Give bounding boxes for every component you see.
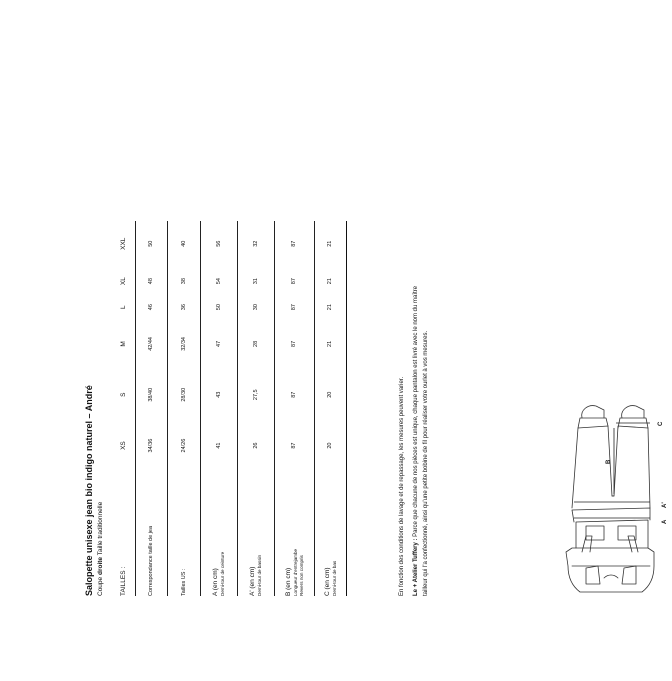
size-row-label [200, 471, 237, 596]
measure-label-a-prime: A' [662, 502, 668, 508]
size-row [314, 221, 346, 596]
measure-label-b: B [606, 459, 612, 464]
size-cell: 87 [291, 340, 297, 347]
size-cell: 21 [327, 340, 333, 347]
size-row-label [135, 471, 167, 596]
size-row-label [237, 471, 274, 596]
size-cell: 87 [291, 391, 297, 398]
size-row-sublabel: Demi-tour de bassin [257, 554, 262, 596]
atelier-info-line2: tailleur qui l'a confectionné, ainsi qu'une petite bobine de fil pour réaliser votre ourlet à vos mesures. [422, 330, 429, 596]
size-cell: 87 [291, 442, 297, 449]
fit-suffix: Taille traditionnelle [97, 501, 104, 556]
size-cell: 43 [215, 391, 222, 398]
size-cell: 87 [291, 304, 297, 311]
size-cell: 40 [180, 240, 187, 247]
size-cell: 50 [148, 240, 154, 247]
size-cell: 46 [148, 304, 154, 311]
overalls-illustration [552, 401, 672, 596]
size-header-xl: XL [120, 277, 128, 286]
size-header-xs: XS [120, 441, 128, 450]
size-cell: 50 [215, 304, 222, 311]
fit-subtitle [97, 36, 104, 596]
size-cell: 41 [215, 442, 222, 449]
size-cell: 54 [215, 278, 222, 285]
atelier-info-line1: Parce que chacune de nos pièces est unique, chaque pantalon est livré avec le nom du maître [413, 285, 419, 539]
size-cell: 21 [327, 304, 333, 311]
size-row [200, 221, 237, 596]
size-header-row [113, 221, 135, 596]
size-header-s: S [120, 392, 128, 397]
size-row-sublabel: Demi-tour de ceinture [220, 551, 225, 596]
size-row-sublabel: Demi-tour de bas [331, 560, 337, 596]
fit-prefix: Coupe [97, 576, 104, 596]
size-row-label-text: C (en cm) [323, 567, 331, 596]
size-cell: 28/30 [180, 387, 187, 402]
size-row [135, 221, 167, 596]
size-row-label-text: Tailles US : [180, 568, 187, 596]
size-cell: 27,5 [252, 389, 259, 401]
size-row-label [167, 471, 200, 596]
size-cell: 87 [291, 240, 297, 247]
size-cell: 36 [180, 304, 187, 311]
size-row-sublabel: Longueur d'entrejambe [292, 548, 298, 596]
atelier-info-heading: Le + Atelier Tuffery : [413, 538, 419, 596]
size-cell: 47 [215, 340, 222, 347]
size-row [237, 221, 274, 596]
size-row-label-text: A' (en cm) [249, 566, 256, 596]
product-title: Salopette unisexe jean bio indigo naturel – André [84, 385, 94, 596]
size-header-label: TAILLES : [120, 566, 128, 596]
size-cell: 38 [180, 278, 187, 285]
size-cell: 26 [252, 442, 259, 449]
size-cell: 56 [215, 240, 222, 247]
size-cell: 87 [291, 278, 297, 285]
size-header-xxl: XXL [120, 237, 128, 250]
size-cell: 34/36 [148, 438, 154, 453]
atelier-info [412, 16, 431, 596]
measurement-note: En fonction des conditions de lavage et de repassage, les mesures peuvent varier. [399, 376, 405, 596]
size-header-m: M [120, 341, 128, 347]
size-cell: 48 [148, 278, 154, 285]
size-cell: 20 [327, 442, 333, 449]
size-row-label [274, 471, 314, 596]
measure-label-a: A [662, 519, 668, 524]
size-row [167, 221, 200, 596]
size-row-label-text: B (en cm) [284, 567, 292, 596]
size-cell: 32 [252, 240, 259, 247]
size-cell: 30 [252, 304, 259, 311]
size-cell: 21 [327, 278, 333, 285]
size-cell: 21 [327, 240, 333, 247]
size-row [274, 221, 314, 596]
size-cell: 42/44 [148, 337, 154, 351]
size-row-label-text: Correspondance taille de jea [148, 525, 154, 596]
size-table [113, 221, 347, 596]
size-cell: 24/26 [180, 438, 187, 453]
size-row-label-text: A (en cm) [212, 568, 219, 596]
size-row-label [314, 471, 346, 596]
measure-label-c: C [658, 421, 664, 426]
size-cell: 28 [252, 340, 259, 347]
size-cell: 38/40 [148, 387, 154, 402]
size-cell: 20 [327, 391, 333, 398]
size-header-l: L [120, 305, 128, 309]
size-cell: 31 [252, 278, 259, 285]
fit-type: droite [97, 556, 104, 576]
size-cell: 32/34 [180, 337, 187, 351]
size-row-sublabel-2: Revers non compris [298, 555, 304, 596]
